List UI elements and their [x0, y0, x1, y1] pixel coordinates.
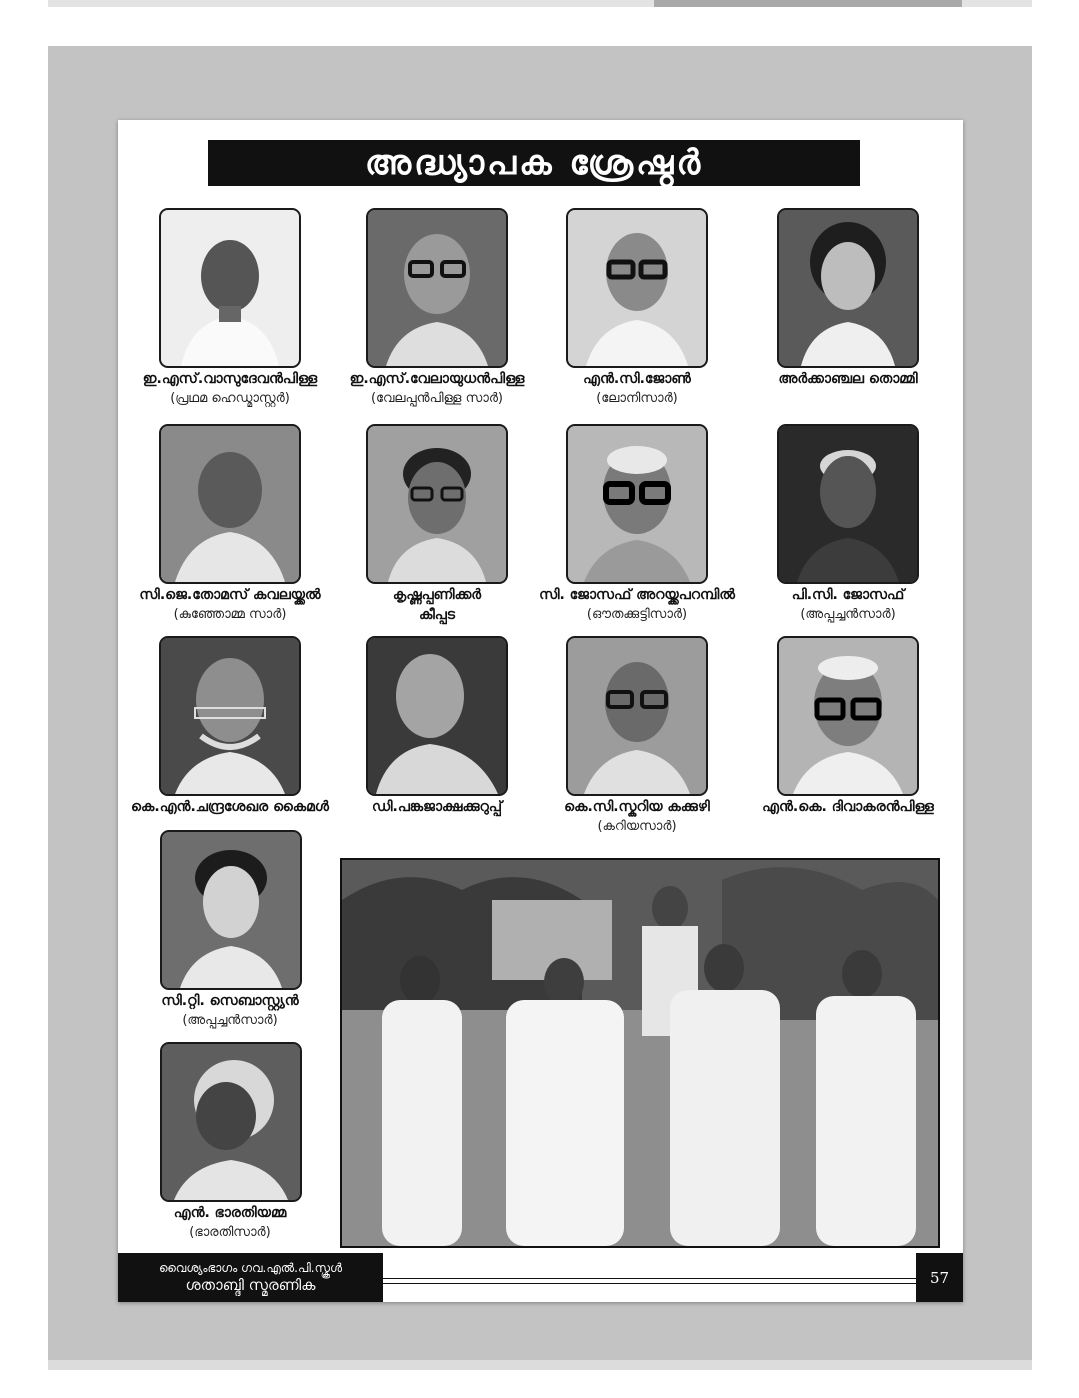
footer-school-name: വൈശ്യംഭാഗം ഗവ.എൽ.പി.സ്കൂൾ: [158, 1260, 343, 1275]
teacher-photo: [566, 424, 708, 584]
teacher-name: ഇ.എസ്.വേലായുധൻപിള്ള: [349, 371, 525, 387]
teacher-name: കെ.എൻ.ചന്ദ്രശേഖര കൈമൾ: [131, 799, 329, 815]
teacher-photo: [777, 208, 919, 368]
teacher-photo: [366, 424, 508, 584]
teacher-name: എൻ.കെ. ദിവാകരൻപിള്ള: [762, 799, 934, 815]
teacher-alias: (വേലപ്പൻപിള്ള സാർ): [370, 391, 503, 406]
teacher-photo: [159, 424, 301, 584]
viewer-bottom-shade: [48, 1360, 1032, 1370]
group-photo: [340, 858, 940, 1248]
teacher-name: പി.സി. ജോസഫ്: [791, 587, 905, 603]
teacher-name: സി.ജെ.തോമസ് കവലയ്ക്കൽ: [139, 587, 321, 603]
teacher-photo: [160, 1042, 302, 1202]
teacher-photo: [777, 636, 919, 796]
footer-rule: [383, 1283, 916, 1284]
teacher-photo: [159, 208, 301, 368]
page-number: 57: [916, 1253, 963, 1302]
teacher-alias: കീപ്പട: [418, 607, 456, 623]
footer-publication-label: [118, 1253, 383, 1302]
teacher-name: കെ.സി.സ്കറിയ കക്കുഴി: [564, 799, 710, 815]
teacher-name: സി. ജോസഫ് അറയ്ക്കപറമ്പിൽ: [539, 587, 735, 603]
viewer-scroll-thumb[interactable]: [654, 0, 962, 7]
page-title: അദ്ധ്യാപക ശ്രേഷ്ഠർ: [208, 140, 860, 186]
teacher-photo: [366, 208, 508, 368]
teacher-alias: (കറിയസാർ): [597, 819, 677, 834]
teacher-name: അർക്കാഞ്ചല തൊമ്മി: [778, 371, 918, 387]
teacher-name: ഡി.പങ്കജാക്ഷക്കുറുപ്പ്: [371, 799, 503, 815]
teacher-alias: (അപ്പച്ചൻസാർ): [800, 607, 896, 622]
teacher-name: എൻ.സി.ജോൺ: [583, 371, 691, 387]
teacher-photo: [566, 636, 708, 796]
teacher-photo: [566, 208, 708, 368]
teacher-alias: (ഔതക്കുട്ടിസാർ): [586, 607, 688, 622]
footer-publication-title: ശതാബ്ദി സ്മരണിക: [185, 1275, 316, 1294]
teacher-alias: (ലോനിസാർ): [596, 391, 678, 406]
teacher-photo: [160, 830, 302, 990]
teacher-name: എൻ. ഭാരതിയമ്മ: [173, 1205, 287, 1221]
teacher-photo: [777, 424, 919, 584]
teacher-name: ഇ.എസ്.വാസുദേവൻപിള്ള: [142, 371, 318, 387]
teacher-alias: (പ്രഥമ ഹെഡ്മാസ്റ്റർ): [170, 391, 290, 406]
teacher-alias: (ഭാരതിസാർ): [189, 1225, 271, 1240]
teacher-photo: [159, 636, 301, 796]
footer-rule: [383, 1278, 916, 1279]
viewer-scroll-strip: [48, 0, 1032, 7]
teacher-name: സി.റ്റി. സെബാസ്റ്റ്യൻ: [161, 993, 299, 1009]
teacher-photo: [366, 636, 508, 796]
teacher-alias: (അപ്പച്ചൻസാർ): [182, 1013, 278, 1028]
teacher-name: കൃഷ്ണപ്പണിക്കർ: [392, 587, 482, 603]
magazine-page: [118, 120, 963, 1302]
teacher-alias: (കുഞ്ഞോമ്മ സാർ): [173, 607, 287, 622]
